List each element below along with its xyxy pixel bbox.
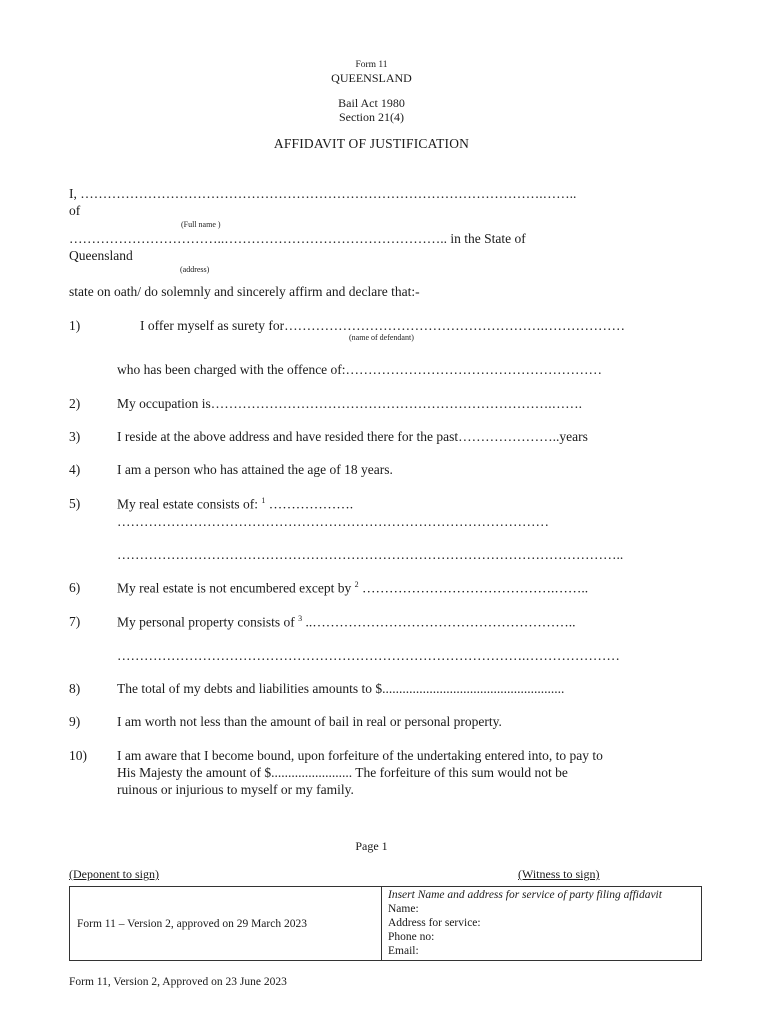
witness-signature-label: (Witness to sign): [518, 867, 600, 881]
item-8-number: 8): [69, 681, 81, 696]
form-number: Form 11: [355, 60, 388, 70]
item-10-number: 10): [69, 748, 87, 763]
queensland-label: Queensland: [69, 248, 133, 263]
item-4-text: I am a person who has attained the age of 18 years.: [117, 462, 393, 477]
item-7-number: 7): [69, 614, 81, 629]
item-6-number: 6): [69, 580, 81, 595]
personal-property-line: ……………………………………………………………………………….…………………: [117, 648, 620, 663]
real-estate-line-1: ……………………………………………………………………………………: [117, 514, 549, 529]
footer-note: Form 11, Version 2, Approved on 23 June 2023: [69, 976, 287, 988]
act-name: Bail Act 1980: [338, 96, 405, 110]
name-field-label: Name:: [388, 903, 419, 915]
form-version-cell: [70, 887, 382, 961]
deponent-signature-label: (Deponent to sign): [69, 867, 159, 881]
item-5-label: My real estate consists of:: [117, 496, 258, 512]
of-label: of: [69, 203, 81, 218]
item-3-text: I reside at the above address and have resided there for the past…………………..years: [117, 429, 588, 444]
address-field-label: Address for service:: [388, 917, 481, 929]
item-5-number: 5): [69, 496, 81, 511]
item-2-text: My occupation is………………………………………………………………….…….: [117, 396, 582, 411]
footnote-2-marker: 2: [354, 580, 359, 589]
page-number: Page 1: [355, 839, 388, 853]
defendant-hint: (name of defendant): [349, 333, 414, 342]
full-name-line: I, ………………………………………………………………………………………….……..: [69, 186, 577, 201]
address-line: ……………………………..………………………………………….. in the State of: [69, 231, 526, 246]
address-hint: (address): [180, 265, 210, 274]
phone-field-label: Phone no:: [388, 931, 435, 943]
item-10-text-line-1: I am aware that I become bound, upon forfeiture of the undertaking entered into, to pay to: [117, 748, 603, 763]
item-6-label: My real estate is not encumbered except by: [117, 580, 352, 596]
filing-party-instruction: Insert Name and address for service of party filing affidavit: [388, 889, 662, 901]
item-8-text: The total of my debts and liabilities amounts to $......................................................: [117, 681, 565, 696]
page-title: AFFIDAVIT OF JUSTIFICATION: [273, 136, 470, 151]
item-9-number: 9): [69, 714, 81, 729]
item-7-text: [117, 614, 575, 631]
item-2-number: 2): [69, 396, 81, 411]
item-10-text-line-2: His Majesty the amount of $........................ The forfeiture of this sum would not be: [117, 765, 568, 780]
item-9-text: I am worth not less than the amount of bail in real or personal property.: [117, 714, 502, 729]
item-6-tail: …………………………………….……..: [362, 580, 589, 596]
item-1-number: 1): [69, 318, 81, 333]
state-heading: QUEENSLAND: [331, 71, 412, 85]
item-7-label: My personal property consists of: [117, 614, 295, 630]
filing-details-table: [69, 886, 702, 961]
filing-party-cell: [382, 887, 702, 961]
item-5-tail: ……………….: [268, 496, 354, 512]
item-3-number: 3): [69, 429, 81, 444]
item-7-tail: ..…………………………………………………..: [305, 614, 576, 630]
form-version-text: Form 11 – Version 2, approved on 29 March 2023: [77, 917, 307, 930]
item-10-text-line-3: ruinous or injurious to myself or my family.: [117, 782, 354, 797]
full-name-hint: (Full name ): [181, 220, 221, 229]
item-4-number: 4): [69, 462, 81, 477]
item-1-text: I offer myself as surety for………………………………………………….………………: [140, 318, 625, 333]
footnote-1-marker: 1: [261, 496, 266, 505]
real-estate-line-2: …………………………………………………………………………………………………..: [117, 547, 624, 562]
offence-line: who has been charged with the offence of:…………………………………………………: [117, 362, 603, 377]
section-ref: Section 21(4): [339, 110, 404, 124]
item-5-text: [117, 496, 353, 513]
item-6-text: [117, 580, 588, 597]
oath-statement: state on oath/ do solemnly and sincerely affirm and declare that:-: [69, 284, 420, 299]
email-field-label: Email:: [388, 945, 419, 957]
footnote-3-marker: 3: [298, 614, 303, 623]
